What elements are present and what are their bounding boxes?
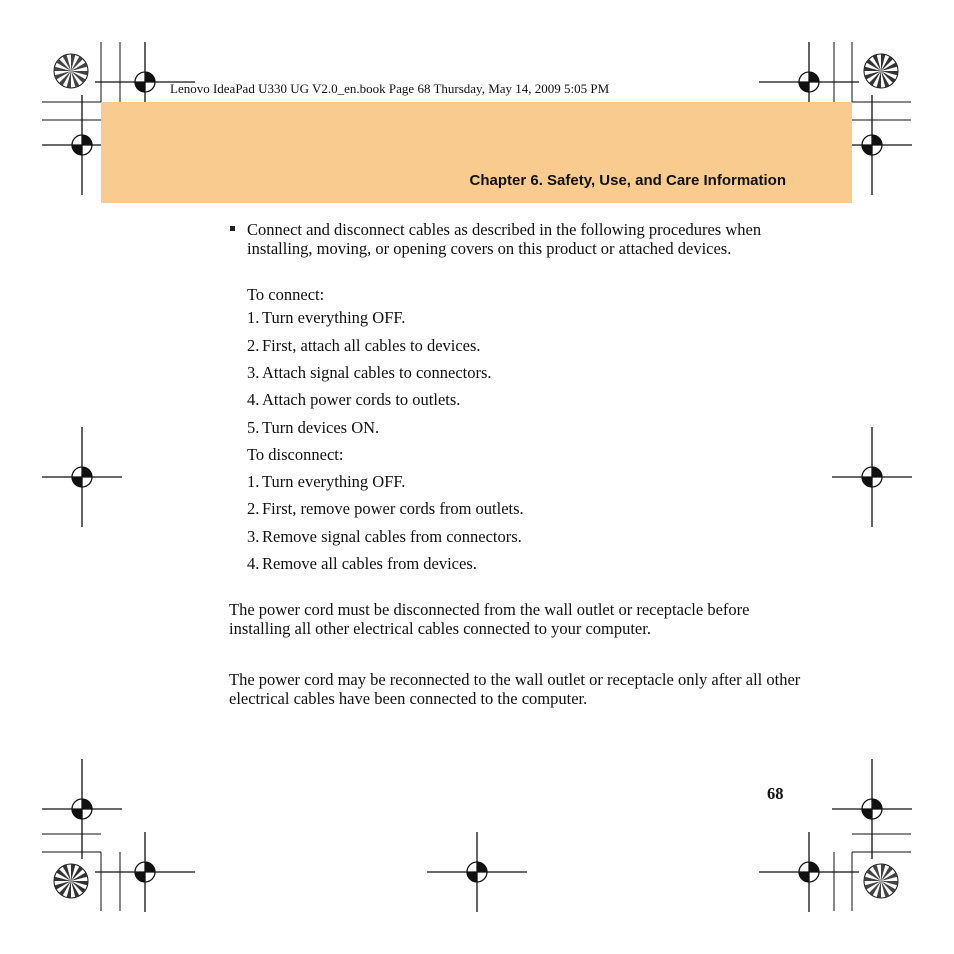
list-item: [247, 472, 405, 491]
step-number: 2.: [247, 499, 260, 518]
step-text: Turn everything OFF.: [262, 308, 406, 327]
list-item: [247, 390, 460, 409]
list-item: [247, 527, 522, 546]
paragraph: The power cord must be disconnected from the wall outlet or receptacle before installing all other electrical cables connected to your computer.: [229, 600, 750, 638]
starburst-wheel-icon: [864, 864, 898, 898]
starburst-wheel-icon: [54, 54, 88, 88]
step-number: 4.: [247, 554, 260, 573]
step-text: Attach power cords to outlets.: [262, 390, 461, 409]
step-text: First, attach all cables to devices.: [262, 336, 481, 355]
step-text: Attach signal cables to connectors.: [262, 363, 492, 382]
page-number: 68: [767, 784, 784, 803]
list-item: [247, 308, 405, 327]
list-item: [247, 336, 481, 355]
step-number: 4.: [247, 390, 260, 409]
step-text: Turn everything OFF.: [262, 472, 406, 491]
starburst-wheel-icon: [864, 54, 898, 88]
step-text: Remove signal cables from connectors.: [262, 527, 522, 546]
paragraph: The power cord may be reconnected to the wall outlet or receptacle only after all other electrical cables have been connected to the computer.: [229, 670, 801, 708]
bullet-item: Connect and disconnect cables as described in the following procedures when installing, moving, or opening covers on this product or attached devices.: [247, 220, 762, 258]
list-item: [247, 554, 477, 573]
step-number: 5.: [247, 418, 260, 437]
step-number: 3.: [247, 527, 260, 546]
list-item: [247, 363, 492, 382]
step-text: First, remove power cords from outlets.: [262, 499, 524, 518]
list-item: [247, 418, 379, 437]
connect-heading: To connect:: [247, 285, 325, 304]
step-number: 1.: [247, 308, 260, 327]
step-text: Turn devices ON.: [262, 418, 380, 437]
step-number: 2.: [247, 336, 260, 355]
starburst-wheel-icon: [54, 864, 88, 898]
disconnect-heading: To disconnect:: [247, 445, 344, 464]
step-text: Remove all cables from devices.: [262, 554, 477, 573]
list-item: [247, 499, 524, 518]
file-info-line: Lenovo IdeaPad U330 UG V2.0_en.book Page 68 Thursday, May 14, 2009 5:05 PM: [170, 81, 610, 96]
bullet-marker: [230, 226, 235, 231]
chapter-title: Chapter 6. Safety, Use, and Care Information: [469, 172, 786, 189]
step-number: 3.: [247, 363, 260, 382]
step-number: 1.: [247, 472, 260, 491]
